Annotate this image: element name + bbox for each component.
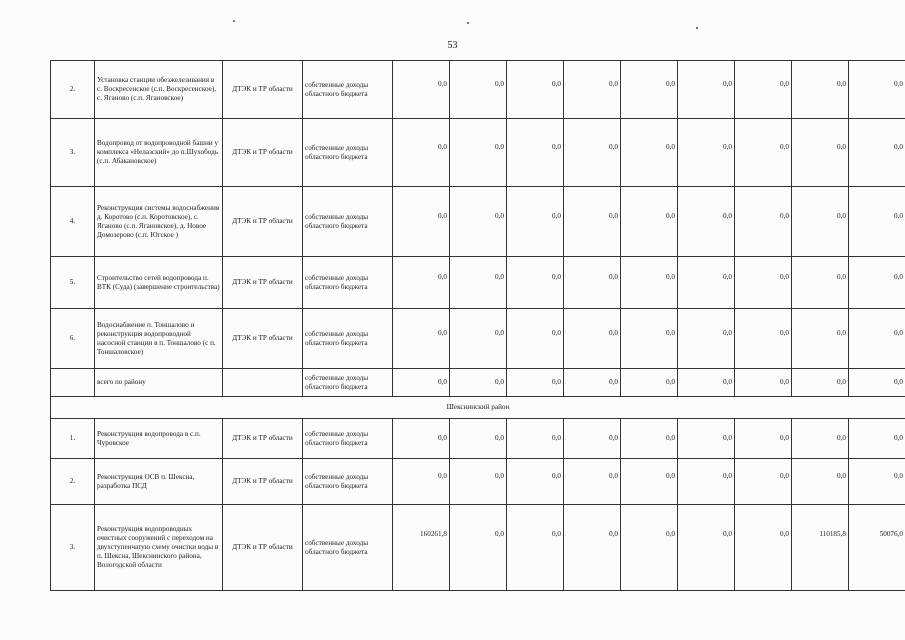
value-cell: 0,0 xyxy=(678,257,735,309)
value-cell: 0,0 xyxy=(621,257,678,309)
value-cell: 0,0 xyxy=(393,459,450,505)
table-row xyxy=(51,419,905,459)
value-cell: 0,0 xyxy=(849,309,905,369)
value-cell: 0,0 xyxy=(849,61,905,119)
project-name: Строительство сетей водопровода п. ВТК (Суда) (завершение строительства) xyxy=(95,257,223,309)
value-cell: 0,0 xyxy=(507,369,564,397)
value-cell: 0,0 xyxy=(621,187,678,257)
funding-source: собственные доходы областного бюджета xyxy=(303,61,393,119)
value-cell: 0,0 xyxy=(507,459,564,505)
table-row xyxy=(51,309,905,369)
value-cell: 0,0 xyxy=(507,61,564,119)
funding-source: собственные доходы областного бюджета xyxy=(303,505,393,591)
value-cell: 0,0 xyxy=(792,459,849,505)
value-cell: 0,0 xyxy=(792,119,849,187)
value-cell: 0,0 xyxy=(450,61,507,119)
project-name: Реконструкция водопроводных очистных сооружений с переходом на двухступенчатую схему очистки воды в п. Шексна, Шекснинского района, Вологодской области xyxy=(95,505,223,591)
value-cell: 0,0 xyxy=(735,257,792,309)
district-header-row xyxy=(51,397,905,419)
budget-table xyxy=(50,60,905,591)
project-name: Водопровод от водопроводной башни у комплекса «Нелазский» до п.Шухободь (с.п. Абакановское) xyxy=(95,119,223,187)
executor: ДТЭК и ТР области xyxy=(223,459,303,505)
value-cell: 0,0 xyxy=(792,309,849,369)
funding-source: собственные доходы областного бюджета xyxy=(303,187,393,257)
table-row xyxy=(51,187,905,257)
row-number: 5. xyxy=(51,257,95,309)
row-number: 1. xyxy=(51,419,95,459)
value-cell: 0,0 xyxy=(393,61,450,119)
value-cell: 0,0 xyxy=(393,119,450,187)
value-cell: 0,0 xyxy=(735,61,792,119)
value-cell: 0,0 xyxy=(507,119,564,187)
row-number: 2. xyxy=(51,61,95,119)
value-cell: 0,0 xyxy=(507,309,564,369)
value-cell: 0,0 xyxy=(735,369,792,397)
value-cell: 0,0 xyxy=(507,505,564,591)
table-row xyxy=(51,61,905,119)
value-cell: 0,0 xyxy=(450,459,507,505)
value-cell: 0,0 xyxy=(735,187,792,257)
value-cell: 0,0 xyxy=(678,119,735,187)
value-cell: 0,0 xyxy=(564,119,621,187)
value-cell: 0,0 xyxy=(393,187,450,257)
value-cell: 0,0 xyxy=(393,419,450,459)
row-number: 3. xyxy=(51,119,95,187)
scan-speck xyxy=(467,22,469,24)
table-row xyxy=(51,369,905,397)
value-cell: 0,0 xyxy=(849,369,905,397)
value-cell: 0,0 xyxy=(849,187,905,257)
value-cell: 0,0 xyxy=(849,419,905,459)
value-cell: 0,0 xyxy=(450,309,507,369)
value-cell: 0,0 xyxy=(450,419,507,459)
value-cell: 0,0 xyxy=(678,459,735,505)
executor: ДТЭК и ТР области xyxy=(223,257,303,309)
scan-speck xyxy=(233,20,235,22)
table-row xyxy=(51,257,905,309)
value-cell: 0,0 xyxy=(564,61,621,119)
value-cell: 0,0 xyxy=(450,257,507,309)
funding-source: собственные доходы областного бюджета xyxy=(303,309,393,369)
value-cell: 0,0 xyxy=(735,459,792,505)
value-cell: 0,0 xyxy=(450,119,507,187)
value-cell: 0,0 xyxy=(393,257,450,309)
value-cell: 0,0 xyxy=(849,257,905,309)
value-cell: 0,0 xyxy=(450,369,507,397)
value-cell: 0,0 xyxy=(393,369,450,397)
project-name: Водоснабжение п. Тоншалово и реконструкция водопроводной насосной станции в п. Тоншалово (с п. Тоншаловское) xyxy=(95,309,223,369)
page-number: 53 xyxy=(447,40,458,51)
executor: ДТЭК и ТР области xyxy=(223,187,303,257)
executor: ДТЭК и ТР области xyxy=(223,419,303,459)
row-number: 3. xyxy=(51,505,95,591)
value-cell: 0,0 xyxy=(507,257,564,309)
value-cell: 0,0 xyxy=(564,505,621,591)
table-row xyxy=(51,505,905,591)
value-cell: 0,0 xyxy=(621,309,678,369)
project-name: Реконструкция водопровода в с.п. Чуровское xyxy=(95,419,223,459)
project-name: всего по району xyxy=(95,369,223,397)
value-cell: 0,0 xyxy=(678,369,735,397)
executor: ДТЭК и ТР области xyxy=(223,119,303,187)
scan-speck xyxy=(696,27,698,29)
value-cell: 0,0 xyxy=(792,187,849,257)
value-cell: 0,0 xyxy=(735,119,792,187)
funding-source: собственные доходы областного бюджета xyxy=(303,257,393,309)
value-cell: 0,0 xyxy=(678,187,735,257)
table-row xyxy=(51,119,905,187)
value-cell: 0,0 xyxy=(792,257,849,309)
value-cell: 0,0 xyxy=(735,419,792,459)
value-cell: 0,0 xyxy=(678,309,735,369)
executor: ДТЭК и ТР области xyxy=(223,309,303,369)
value-cell: 0,0 xyxy=(678,419,735,459)
value-cell: 0,0 xyxy=(792,419,849,459)
value-cell: 0,0 xyxy=(621,61,678,119)
value-cell: 110185,8 xyxy=(792,505,849,591)
executor: ДТЭК и ТР области xyxy=(223,61,303,119)
table-row xyxy=(51,459,905,505)
value-cell: 0,0 xyxy=(849,119,905,187)
value-cell: 0,0 xyxy=(507,187,564,257)
district-title: Шекснинский район xyxy=(51,397,905,419)
value-cell: 0,0 xyxy=(792,61,849,119)
funding-source: собственные доходы областного бюджета xyxy=(303,459,393,505)
funding-source: собственные доходы областного бюджета xyxy=(303,419,393,459)
value-cell: 0,0 xyxy=(564,459,621,505)
value-cell: 0,0 xyxy=(564,187,621,257)
value-cell: 0,0 xyxy=(564,257,621,309)
value-cell: 0,0 xyxy=(507,419,564,459)
value-cell: 0,0 xyxy=(621,119,678,187)
value-cell: 0,0 xyxy=(393,309,450,369)
value-cell: 0,0 xyxy=(621,459,678,505)
value-cell: 0,0 xyxy=(450,187,507,257)
value-cell: 50076,0 xyxy=(849,505,905,591)
row-number: 2. xyxy=(51,459,95,505)
value-cell: 0,0 xyxy=(678,505,735,591)
row-number: 6. xyxy=(51,309,95,369)
project-name: Реконструкция системы водоснабжения д. Коротово (с.п. Коротовское), с. Яганово (с.п. Ягановское), д. Новое Домозерово (с.п. Югское ) xyxy=(95,187,223,257)
value-cell: 0,0 xyxy=(564,309,621,369)
value-cell: 160261,8 xyxy=(393,505,450,591)
value-cell: 0,0 xyxy=(621,419,678,459)
executor xyxy=(223,369,303,397)
project-name: Реконструкция ОСВ п. Шексна, разработка ПСД xyxy=(95,459,223,505)
executor: ДТЭК и ТР области xyxy=(223,505,303,591)
funding-source: собственные доходы областного бюджета xyxy=(303,369,393,397)
project-name: Установка станции обезжелезивания в с. Воскресенское (с.п. Воскресенское), с. Яганово (с.п. Ягановское) xyxy=(95,61,223,119)
value-cell: 0,0 xyxy=(450,505,507,591)
value-cell: 0,0 xyxy=(849,459,905,505)
row-number xyxy=(51,369,95,397)
value-cell: 0,0 xyxy=(735,505,792,591)
row-number: 4. xyxy=(51,187,95,257)
funding-source: собственные доходы областного бюджета xyxy=(303,119,393,187)
value-cell: 0,0 xyxy=(678,61,735,119)
value-cell: 0,0 xyxy=(621,505,678,591)
value-cell: 0,0 xyxy=(792,369,849,397)
value-cell: 0,0 xyxy=(621,369,678,397)
value-cell: 0,0 xyxy=(564,369,621,397)
value-cell: 0,0 xyxy=(735,309,792,369)
value-cell: 0,0 xyxy=(564,419,621,459)
